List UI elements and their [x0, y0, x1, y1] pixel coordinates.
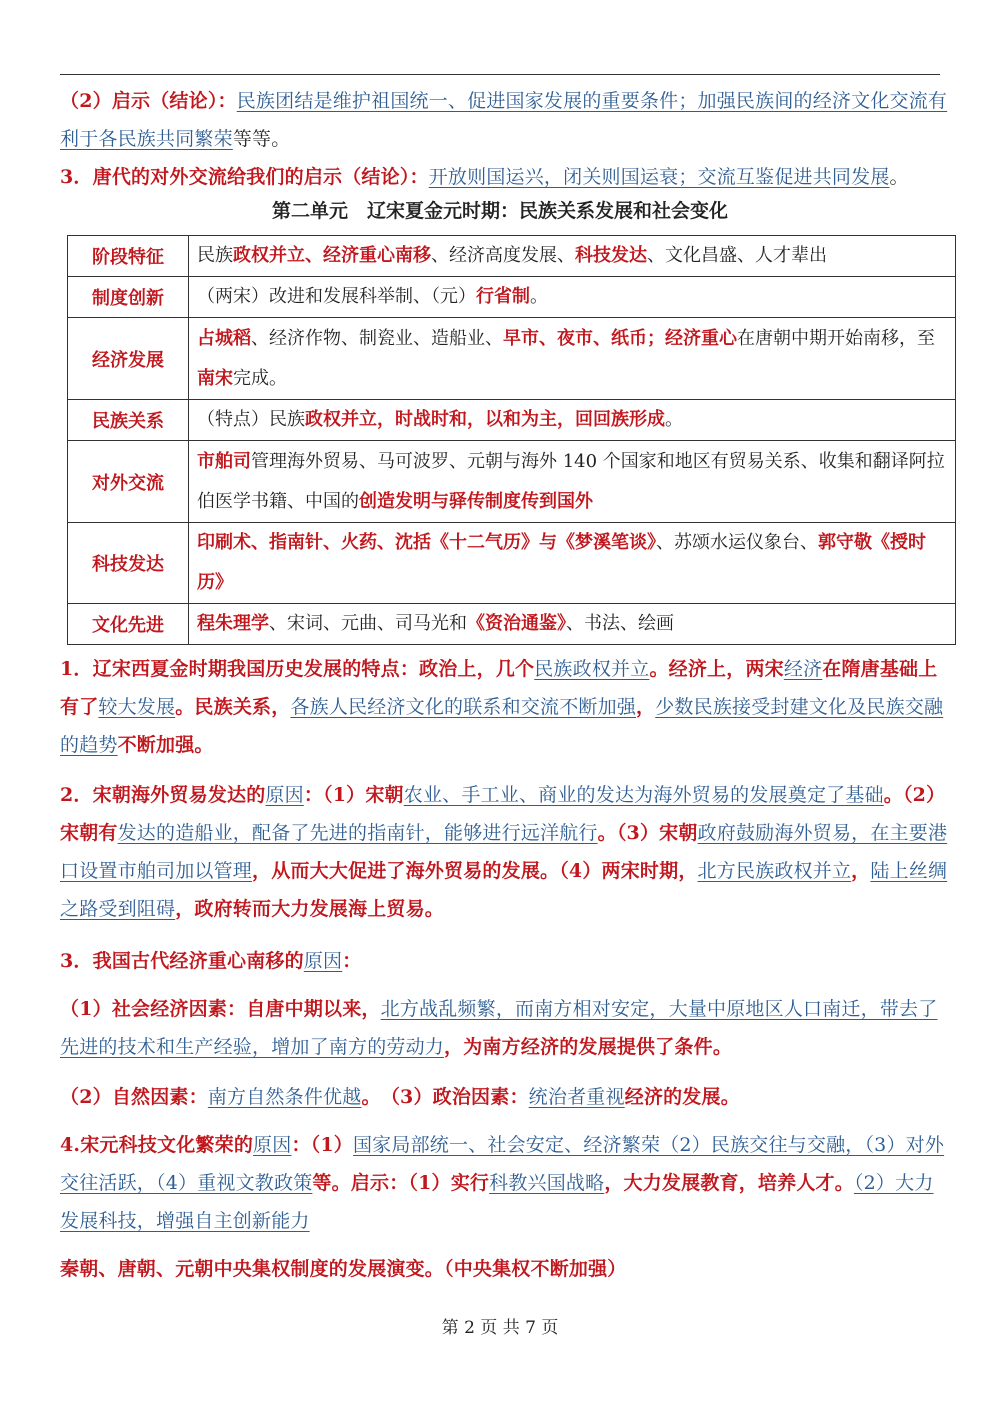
header-rule: [60, 74, 940, 75]
text-span: 印刷术、指南针、火药、沈括《十二气历》与《梦溪笔谈》: [197, 532, 656, 553]
text-span: 程朱理学: [197, 613, 269, 634]
paragraph-song-trade: [60, 776, 950, 928]
text-span: 原因: [303, 950, 343, 972]
text-span: 政权并立、经济重心南移: [233, 245, 431, 266]
text-span: （2）大力发展科技，增强自主创新能力: [60, 1172, 934, 1232]
text-span: （2）自然因素：: [60, 1086, 208, 1108]
paragraph-natural-political-factors: [60, 1078, 950, 1116]
text-span: 、经济高度发展、: [431, 245, 575, 266]
text-span: 不断加强。: [117, 734, 214, 756]
text-span: ：（1）: [291, 1134, 353, 1156]
text-span: ，从而大大促进了海外贸易的发展。（4）两宋时期，: [252, 860, 698, 882]
row-header: 文化先进: [68, 604, 189, 645]
row-content: [189, 236, 956, 277]
row-content: [189, 277, 956, 318]
unit-title: 第二单元 辽宋夏金元时期：民族关系发展和社会变化: [271, 200, 728, 222]
text-span: 在唐朝中期开始南移，至: [737, 327, 935, 349]
paragraph-song-yuan-culture: [60, 1126, 950, 1240]
row-content: [189, 318, 956, 400]
text-span: 统治者重视: [528, 1086, 625, 1108]
enlightenment-tail: 等等。: [232, 128, 291, 150]
table-row: [68, 236, 956, 277]
paragraph-social-factors: [60, 990, 950, 1066]
text-span: 政府鼓励海外贸易，在主要港口设置市舶司加以管理: [60, 822, 948, 882]
text-span: 发达的造船业，配备了先进的指南针，能够进行远洋航行: [117, 822, 598, 844]
table-row: [68, 400, 956, 441]
text-span: 、宋词、元曲、司马光和: [269, 613, 467, 634]
text-span: （特点）民族: [197, 409, 305, 430]
text-span: 3．我国古代经济重心南移的: [60, 950, 304, 972]
text-span: ：: [342, 950, 362, 972]
page-number: 第 2 页 共 7 页: [441, 1318, 559, 1338]
text-span: 民族: [197, 245, 233, 266]
paragraph-tang-exchange: [60, 158, 950, 196]
text-span: 。（2）宋朝有: [60, 784, 946, 844]
text-span: ，为南方经济的发展提供了条件。: [444, 1036, 733, 1058]
text-span: 农业、手工业、商业的发达为海外贸易的发展奠定了基础: [403, 784, 884, 806]
paragraph-liao-song-features: [60, 650, 950, 764]
text-span: ：（1）宋朝: [303, 784, 404, 806]
text-span: 。（3）宋朝: [597, 822, 698, 844]
row-header: 阶段特征: [68, 236, 189, 277]
text-span: 早市、夜市、纸币；经济重心: [503, 327, 737, 349]
text-span: （两宋）改进和发展科举制、（元）: [197, 286, 476, 307]
tang-exchange-label: 3．唐代的对外交流给我们的启示（结论）：: [60, 166, 429, 188]
text-span: 、经济作物、制瓷业、造船业、: [251, 327, 503, 349]
text-span: 在隋唐基础上有了: [60, 658, 938, 718]
text-span: 市舶司: [197, 450, 251, 472]
text-span: 创造发明与驿传制度传到国外: [359, 490, 593, 512]
table-row: [68, 318, 956, 400]
text-span: 。: [530, 286, 548, 307]
text-span: 科技发达: [575, 245, 647, 266]
text-span: 原因: [265, 784, 304, 806]
text-span: 科教兴国战略: [489, 1172, 605, 1194]
text-span: 陆上丝绸之路受到阻碍: [60, 860, 948, 920]
text-span: 管理海外贸易、马可波罗、元朝与海外 140 个国家和地区有贸易关系、收集和翻译阿拉伯医学书籍、中国的: [197, 450, 945, 512]
text-span: 4.宋元科技文化繁荣的: [60, 1134, 254, 1156]
paragraph-centralization: [60, 1250, 950, 1288]
text-span: 政权并立，时战时和，以和为主，回回族形成: [305, 409, 665, 430]
text-span: 少数民族接受封建文化及民族交融的趋势: [60, 696, 944, 756]
row-content: [189, 523, 956, 604]
row-content: [189, 441, 956, 523]
paragraph-enlightenment: [60, 82, 950, 158]
text-span: 北方战乱频繁，而南方相对安定，大量中原地区人口南迁，带去了先进的技术和生产经验，增加了南方的劳动力: [60, 998, 938, 1058]
text-span: 经济: [783, 658, 823, 680]
text-span: 。经济上，两宋: [649, 658, 784, 680]
row-header: 制度创新: [68, 277, 189, 318]
text-span: 2．宋朝海外贸易发达的: [60, 784, 266, 806]
text-span: 北方民族政权并立: [697, 860, 852, 882]
row-header: 对外交流: [68, 441, 189, 523]
text-span: 南宋: [197, 367, 233, 389]
text-span: 民族政权并立: [534, 658, 650, 680]
row-content: [189, 400, 956, 441]
text-span: 、文化昌盛、人才辈出: [647, 245, 827, 266]
table-row: [68, 604, 956, 645]
text-span: （1）社会经济因素：自唐中期以来，: [60, 998, 381, 1020]
tang-exchange-tail: 。: [889, 166, 909, 188]
text-span: 完成。: [233, 367, 287, 389]
paragraph-economic-shift: [60, 942, 950, 980]
text-span: 1．辽宋西夏金时期我国历史发展的特点：政治上，几个: [60, 658, 535, 680]
table-row: [68, 441, 956, 523]
text-span: 郭守敬《授时历》: [197, 532, 926, 593]
text-span: 行省制: [476, 286, 530, 307]
text-span: 经济的发展。: [624, 1086, 740, 1108]
table-row: [68, 523, 956, 604]
text-span: ，: [636, 696, 656, 718]
text-span: 《资治通鉴》: [467, 613, 566, 634]
text-span: 占城稻: [197, 327, 251, 349]
text-span: 较大发展: [98, 696, 176, 718]
unit-summary-table: [67, 235, 956, 645]
text-span: 、苏颂水运仪象台、: [656, 532, 818, 553]
text-span: 各族人民经济文化的联系和交流不断加强: [290, 696, 637, 718]
text-span: 秦朝、唐朝、元朝中央集权制度的发展演变。（中央集权不断加强）: [60, 1258, 627, 1280]
text-span: 原因: [253, 1134, 292, 1156]
row-header: 经济发展: [68, 318, 189, 400]
text-span: ，政府转而大力发展海上贸易。: [175, 898, 445, 920]
text-span: 、书法、绘画: [566, 613, 674, 634]
row-header: 科技发达: [68, 523, 189, 604]
text-span: 。民族关系，: [175, 696, 291, 718]
enlightenment-text: 民族团结是维护祖国统一、促进国家发展的重要条件；加强民族间的经济文化交流有利于各民族共同繁荣: [60, 90, 948, 150]
row-content: [189, 604, 956, 645]
text-span: 。 （3）政治因素：: [361, 1086, 529, 1108]
text-span: ，: [851, 860, 871, 882]
row-header: 民族关系: [68, 400, 189, 441]
table-row: [68, 277, 956, 318]
text-span: 。: [665, 409, 683, 430]
text-span: 国家局部统一、社会安定、经济繁荣（2）民族交往与交融，（3）对外交往活跃，（4）重视文教政策: [60, 1134, 945, 1194]
text-span: ，大力发展教育，培养人才。: [604, 1172, 854, 1194]
tang-exchange-text: 开放则国运兴，闭关则国运衰；交流互鉴促进共同发展: [428, 166, 890, 188]
enlightenment-label: （2）启示（结论）：: [60, 90, 237, 112]
text-span: 南方自然条件优越: [207, 1086, 362, 1108]
text-span: 等。启示：（1）实行: [312, 1172, 490, 1194]
